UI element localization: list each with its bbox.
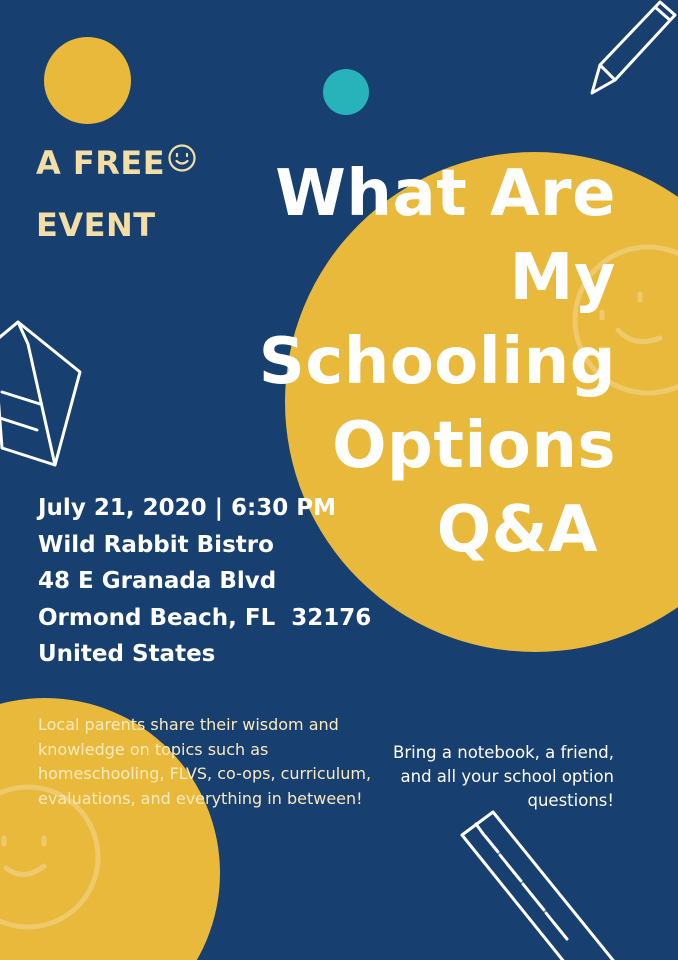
title-line-1: What Are (275, 157, 616, 231)
event-street: 48 E Granada Blvd (38, 568, 277, 594)
event-datetime: July 21, 2020 | 6:30 PM (38, 495, 336, 521)
badge-text-1: A FREE (36, 144, 166, 182)
free-event-badge (36, 132, 197, 256)
badge-line-1 (36, 132, 197, 194)
smiley-icon (167, 143, 197, 173)
event-city: Ormond Beach, FL 32176 (38, 604, 372, 631)
title-line-2: My (509, 241, 616, 315)
event-details (38, 490, 371, 673)
ruler-icon (462, 812, 625, 960)
title-line-4: Options (332, 409, 616, 483)
title-line-3: Schooling (258, 325, 616, 399)
bring-note: Bring a notebook, a friend, and all your school option questions! (393, 743, 614, 810)
event-venue: Wild Rabbit Bistro (38, 531, 274, 558)
event-description: Local parents share their wisdom and knowledge on topics such as homeschooling, FLVS, co-ops, curriculum, evaluations, and everything in between! (38, 715, 372, 808)
pencil-icon (592, 2, 675, 93)
event-country: United States (38, 641, 216, 667)
book-icon (0, 322, 80, 465)
title-line-5: Q&A (436, 493, 598, 567)
badge-line-2: EVENT (36, 206, 156, 244)
